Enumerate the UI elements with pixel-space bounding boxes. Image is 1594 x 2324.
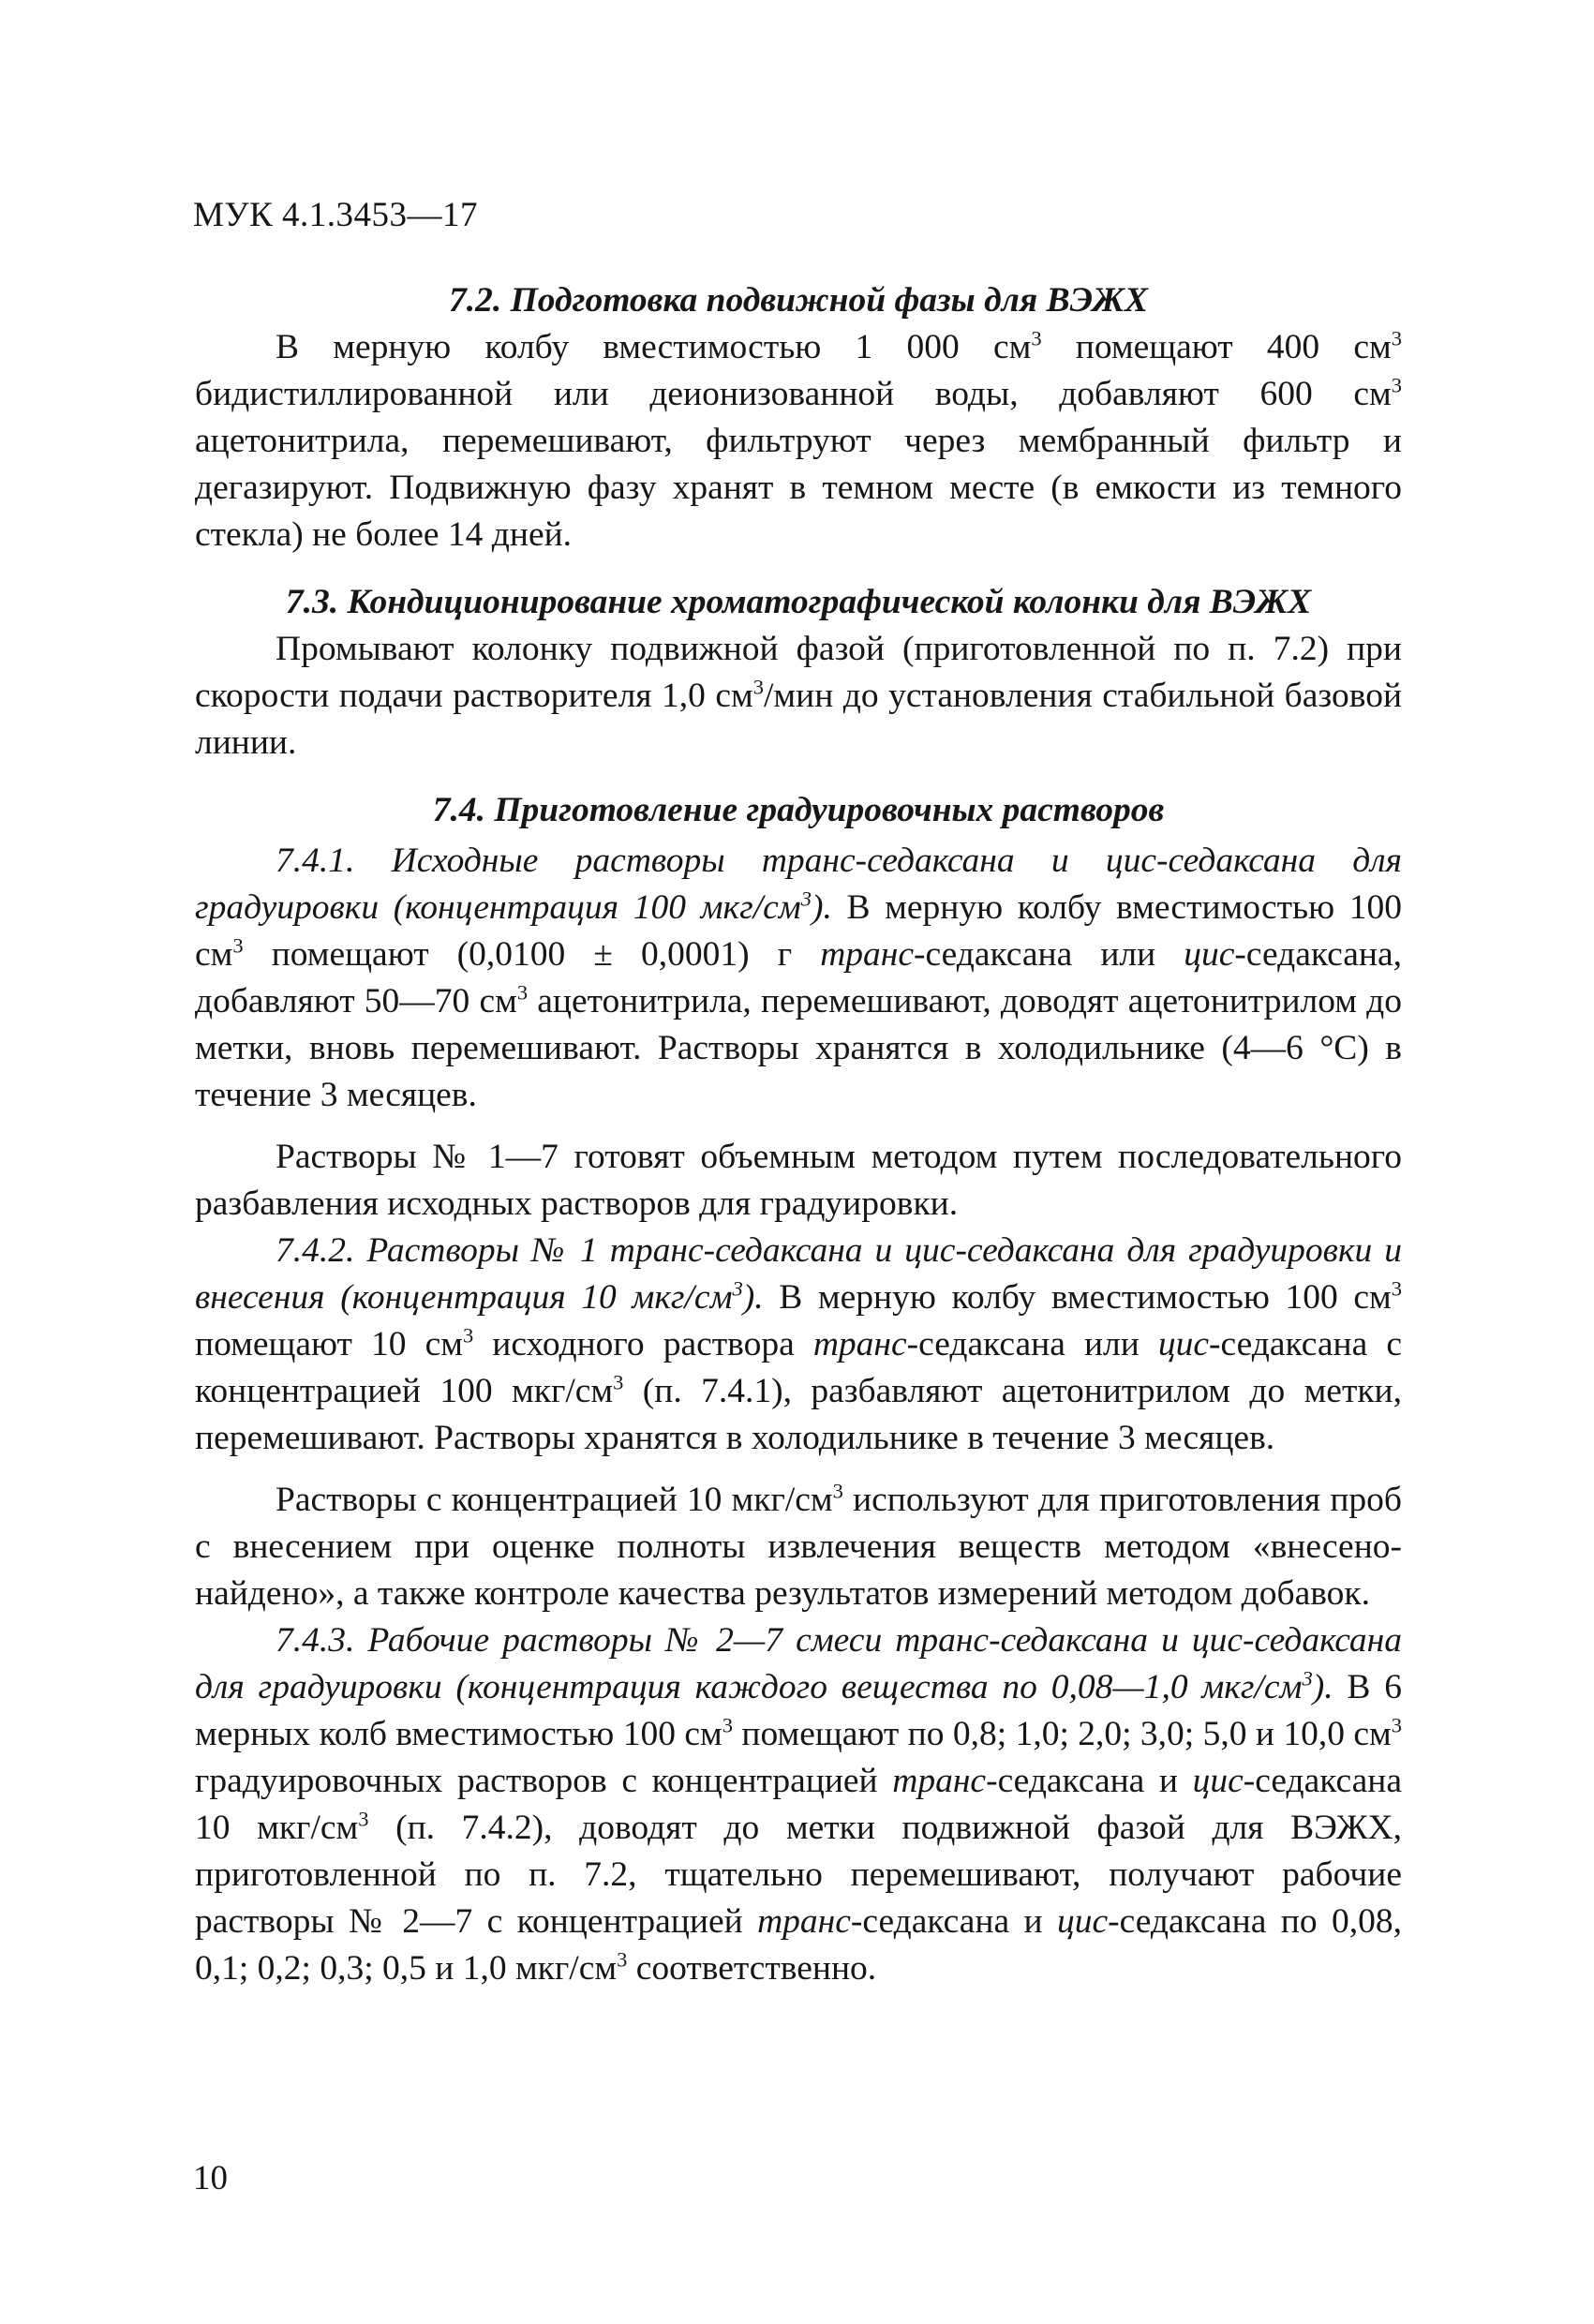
paragraph-7-2: В мерную колбу вместимостью 1 000 $см^3$ помещают 400 $см^3$ бидистиллированной или деионизованной воды, добавляют 600 $см^3$ ацетонитрила, перемешивают, фильтруют через мембранный фильтр и дегазируют. Подвижную фазу хранят в темном месте (в емкости из темного стекла) не более 14 дней. <box>195 326 1402 554</box>
document-code: МУК 4.1.3453—17 <box>193 196 479 234</box>
section-heading-7-2: 7.2. Подготовка подвижной фазы для ВЭЖХ <box>449 281 1148 320</box>
paragraph-7-3: Промывают колонку подвижной фазой (приготовленной по п. 7.2) при скорости подачи растворителя 1,0 $см^3$/мин до установления стабильной базовой линии. <box>195 630 1403 762</box>
page-body <box>195 277 1402 1992</box>
paragraph-spiked-samples: Растворы с концентрацией 10 мкг/$см^3$ используют для приготовления проб с внесением при оценке полноты извлечения веществ методом «внесено-найдено», а также контроле качества результатов измерений методом добавок. <box>195 1479 1402 1613</box>
section-heading-7-3: 7.3. Кондиционирование хроматографической колонки для ВЭЖХ <box>285 583 1312 621</box>
paragraph-7-4-3: 7.4.3. Рабочие растворы № 2—7 смеси транс-седаксана и цис-седаксана для градуировки (концентрация каждого вещества по 0,08—1,0 мкг/$см^3$). В 6 мерных колб вместимостью 100 $см^3$ помещают по 0,8; 1,0; 2,0; 3,0; 5,0 и 10,0 $см^3$ градуировочных растворов с концентрацией транс-седаксана и цис-седаксана 10 мкг/$см^3$ (п. 7.4.2), доводят до метки подвижной фазой для ВЭЖХ, приготовленной по п. 7.2, тщательно перемешивают, получают рабочие растворы № 2—7 с концентрацией транс-седаксана и цис-седаксана по 0,08, 0,1; 0,2; 0,3; 0,5 и 1,0 мкг/$см^3$ соответственно. <box>195 1621 1403 1988</box>
paragraph-solutions-1-7: Растворы № 1—7 готовят объемным методом путем последовательного разбавления исходных растворов для градуировки. <box>195 1138 1402 1223</box>
section-heading-7-4: 7.4. Приготовление градуировочных растворов <box>432 791 1165 829</box>
paragraph-7-4-1: 7.4.1. Исходные растворы транс-седаксана и цис-седаксана для градуировки (концентрация 100 мкг/$см^3$). В мерную колбу вместимостью 100 $см^3$ помещают (0,0100 ± 0,0001) г транс-седаксана или цис-седаксана, добавляют 50—70 $см^3$ ацетонитрила, перемешивают, доводят ацетонитрилом до метки, вновь перемешивают. Растворы хранятся в холодильнике (4—6 °С) в течение 3 месяцев. <box>195 842 1403 1114</box>
paragraph-7-4-2: 7.4.2. Растворы № 1 транс-седаксана и цис-седаксана для градуировки и внесения (концентрация 10 мкг/$см^3$). В мерную колбу вместимостью 100 $см^3$ помещают 10 $см^3$ исходного раствора транс-седаксана или цис-седаксана с концентрацией 100 мкг/$см^3$ (п. 7.4.1), разбавляют ацетонитрилом до метки, перемешивают. Растворы хранятся в холодильнике в течение 3 месяцев. <box>195 1231 1403 1457</box>
page-number: 10 <box>193 2159 228 2197</box>
